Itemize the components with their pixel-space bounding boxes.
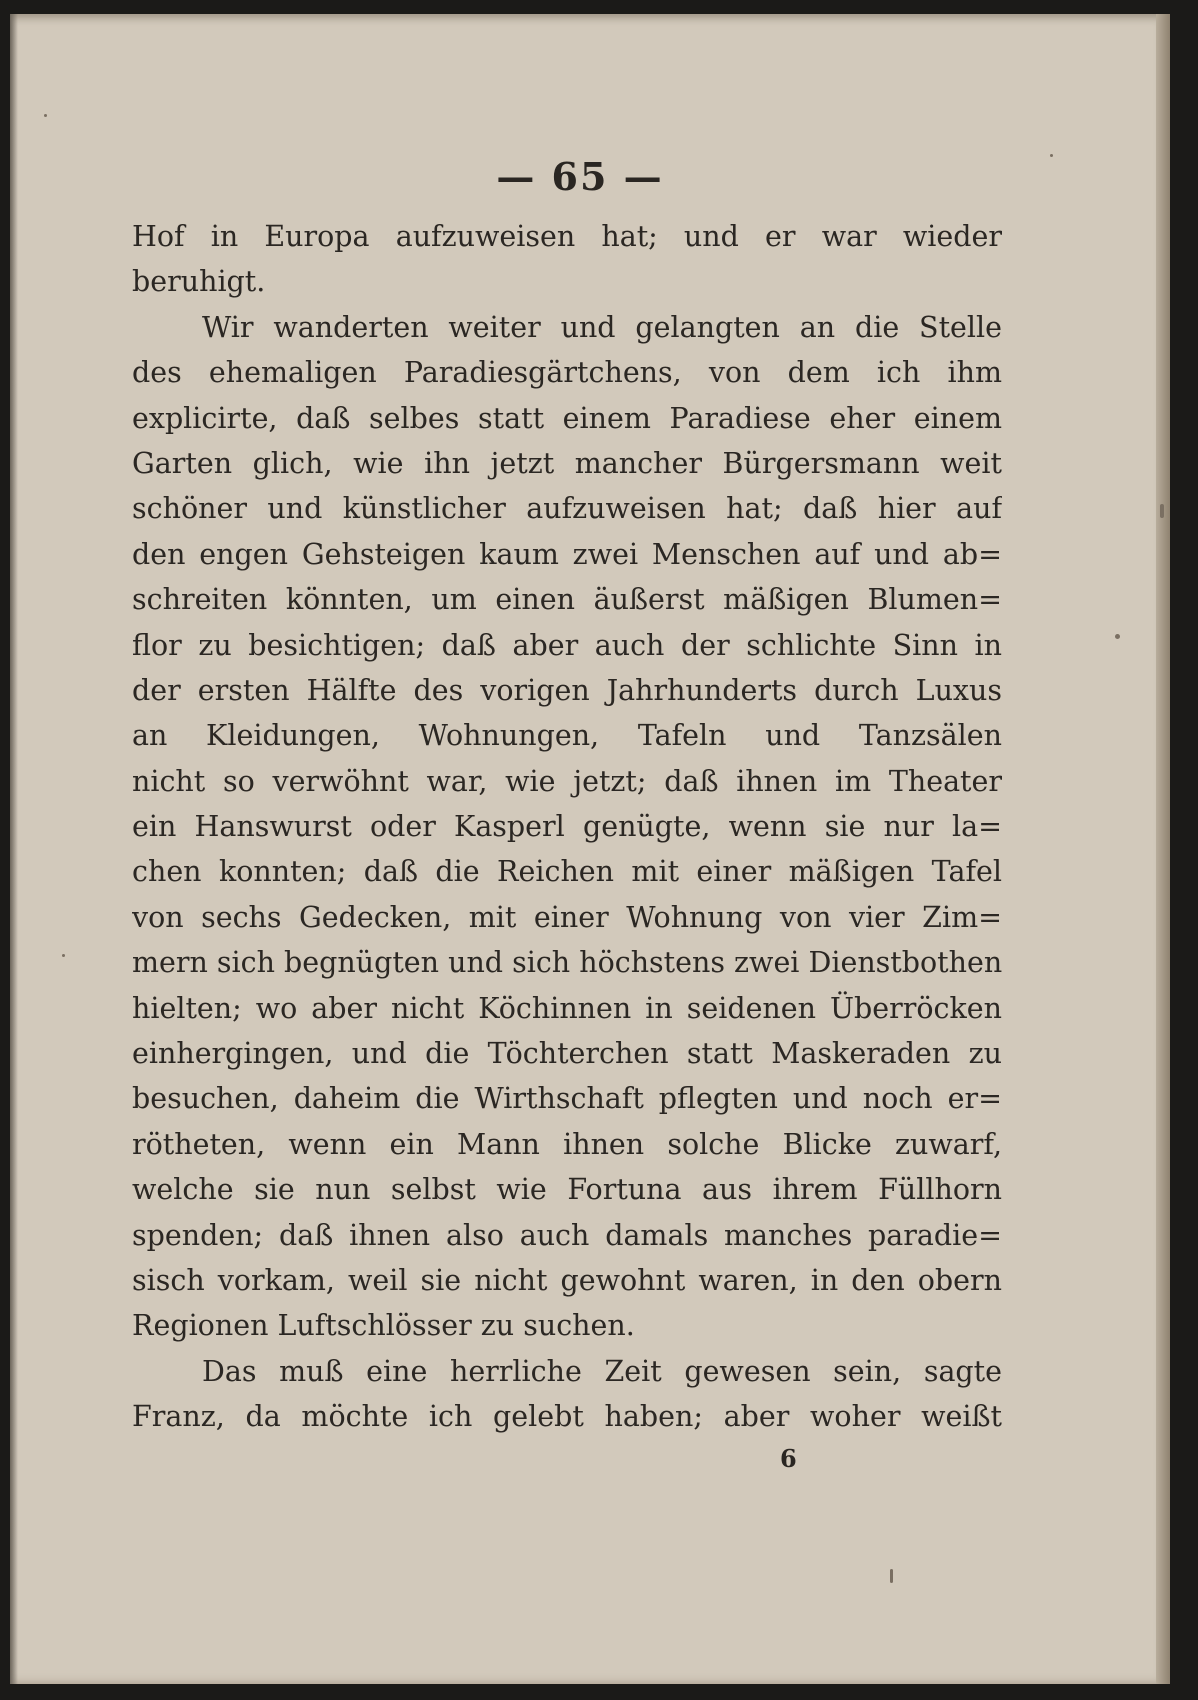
text-line: schreiten könnten, um einen äußerst mäßigen Blumen= [132,583,1002,617]
text-line: beruhigt. [132,265,266,299]
text-line: hielten; wo aber nicht Köchinnen in seidenen Überröcken [132,991,1002,1025]
paper-speck [890,1569,893,1583]
text-line: explicirte, daß selbes statt einem Paradiese eher einem [132,401,1002,435]
signature-mark: 6 [780,1444,797,1473]
text-line: schöner und künstlicher aufzuweisen hat; daß hier auf [132,492,1002,526]
text-line: besuchen, daheim die Wirthschaft pflegten und noch er= [132,1082,1002,1116]
paper-speck [1160,504,1164,518]
text-line: flor zu besichtigen; daß aber auch der schlichte Sinn in [132,628,1002,662]
text-line: nicht so verwöhnt war, wie jetzt; daß ihnen im Theater [132,764,1002,798]
text-line: des ehemaligen Paradiesgärtchens, von dem ich ihm [132,356,1002,390]
paper-speck [44,114,47,117]
paper-speck [1050,154,1053,157]
page-edge [1156,14,1170,1684]
book-page [10,14,1170,1684]
paper-speck [62,954,65,957]
text-line: Garten glich, wie ihn jetzt mancher Bürgersmann weit [132,446,1002,480]
text-line: chen konnten; daß die Reichen mit einer mäßigen Tafel [132,855,1002,889]
text-line: einhergingen, und die Töchterchen statt Maskeraden zu [132,1037,1002,1071]
text-line: Regionen Luftschlösser zu suchen. [132,1309,635,1343]
text-line: sisch vorkam, weil sie nicht gewohnt waren, in den obern [132,1263,1002,1297]
text-line: von sechs Gedecken, mit einer Wohnung von vier Zim= [132,900,1002,934]
text-line: Das muß eine herrliche Zeit gewesen sein, sagte [202,1354,1002,1388]
text-line: den engen Gehsteigen kaum zwei Menschen auf und ab= [132,537,1002,571]
text-line: der ersten Hälfte des vorigen Jahrhunderts durch Luxus [132,673,1002,707]
text-line: Hof in Europa aufzuweisen hat; und er war wieder [132,220,1002,253]
spine-shadow [10,14,18,1684]
text-line: Franz, da möchte ich gelebt haben; aber woher weißt [132,1400,1002,1434]
text-line: Wir wanderten weiter und gelangten an die Stelle [202,310,1002,344]
text-line: welche sie nun selbst wie Fortuna aus ihrem Füllhorn [132,1173,1002,1207]
text-line: spenden; daß ihnen also auch damals manches paradie= [132,1218,1002,1252]
paper-speck [1115,634,1120,639]
text-line: an Kleidungen, Wohnungen, Tafeln und Tanzsälen [132,719,1002,753]
body-text [132,214,1002,1440]
page-number-header: — 65 — [496,154,664,199]
text-line: rötheten, wenn ein Mann ihnen solche Blicke zuwarf, [132,1127,1002,1161]
text-line: ein Hanswurst oder Kasperl genügte, wenn sie nur la= [132,810,1002,844]
text-line: mern sich begnügten und sich höchstens zwei Dienstbothen [132,946,1002,980]
